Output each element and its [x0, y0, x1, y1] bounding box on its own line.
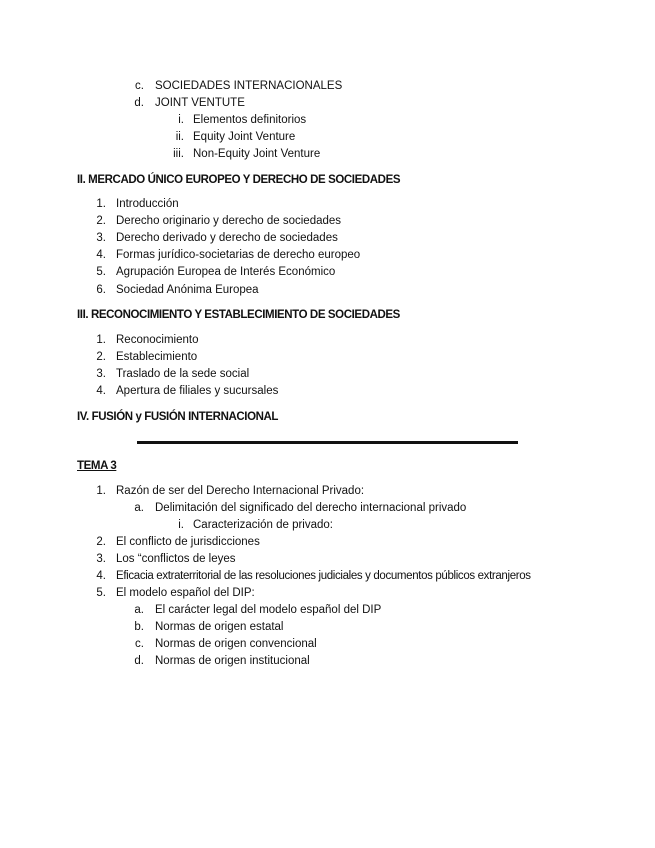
list-text: Formas jurídico-societarias de derecho europeo	[116, 249, 361, 261]
list-marker: d.	[134, 97, 144, 109]
list-text: Normas de origen estatal	[155, 621, 284, 633]
list-marker: c.	[135, 638, 144, 650]
list-text: Los “conflictos de leyes	[116, 553, 236, 565]
list-text: Apertura de filiales y sucursales	[116, 385, 279, 397]
list-text: El carácter legal del modelo español del DIP	[155, 604, 382, 616]
list-text: Derecho derivado y derecho de sociedades	[116, 232, 338, 244]
list-marker: i.	[178, 114, 184, 126]
list-marker: 4.	[96, 570, 106, 582]
list-marker: i.	[178, 519, 184, 531]
list-text: Normas de origen convencional	[155, 638, 317, 650]
list-text: Equity Joint Venture	[193, 131, 296, 143]
list-text: Eficacia extraterritorial de las resoluciones judiciales y documentos públicos extranjeros	[116, 570, 531, 582]
list-text: Agrupación Europea de Interés Económico	[116, 266, 336, 278]
list-marker: 3.	[96, 553, 106, 565]
list-marker: d.	[134, 655, 144, 667]
section-heading: II. MERCADO ÚNICO EUROPEO Y DERECHO DE SOCIEDADES	[77, 174, 401, 186]
list-marker: 1.	[96, 485, 106, 497]
list-text: Introducción	[116, 198, 179, 210]
list-text: El modelo español del DIP:	[116, 587, 255, 599]
list-text: Caracterización de privado:	[193, 519, 333, 531]
list-marker: 6.	[96, 284, 106, 296]
list-marker: c.	[135, 80, 144, 92]
list-text: Reconocimiento	[116, 334, 199, 346]
list-marker: ii.	[175, 131, 184, 143]
list-text: El conflicto de jurisdicciones	[116, 536, 260, 548]
section-heading: IV. FUSIÓN y FUSIÓN INTERNACIONAL	[77, 411, 279, 423]
list-marker: iii.	[173, 148, 184, 160]
tema-heading: TEMA 3	[77, 460, 117, 472]
horizontal-divider	[137, 441, 518, 444]
list-text: JOINT VENTUTE	[155, 97, 245, 109]
list-marker: 5.	[96, 587, 106, 599]
list-marker: a.	[134, 604, 144, 616]
list-text: Sociedad Anónima Europea	[116, 284, 259, 296]
list-marker: b.	[134, 621, 144, 633]
list-marker: 1.	[96, 334, 106, 346]
list-text: SOCIEDADES INTERNACIONALES	[155, 80, 343, 92]
list-marker: 4.	[96, 249, 106, 261]
list-marker: 3.	[96, 232, 106, 244]
list-text: Non-Equity Joint Venture	[193, 148, 321, 160]
list-marker: a.	[134, 502, 144, 514]
list-text: Delimitación del significado del derecho internacional privado	[155, 502, 467, 514]
list-text: Elementos definitorios	[193, 114, 307, 126]
list-text: Derecho originario y derecho de sociedades	[116, 215, 342, 227]
list-text: Traslado de la sede social	[116, 368, 250, 380]
list-marker: 4.	[96, 385, 106, 397]
list-marker: 2.	[96, 215, 106, 227]
section-heading: III. RECONOCIMIENTO Y ESTABLECIMIENTO DE SOCIEDADES	[77, 309, 400, 321]
list-marker: 2.	[96, 351, 106, 363]
list-marker: 2.	[96, 536, 106, 548]
list-text: Razón de ser del Derecho Internacional Privado:	[116, 485, 365, 497]
list-text: Normas de origen institucional	[155, 655, 310, 667]
list-text: Establecimiento	[116, 351, 198, 363]
list-marker: 1.	[96, 198, 106, 210]
list-marker: 3.	[96, 368, 106, 380]
list-marker: 5.	[96, 266, 106, 278]
